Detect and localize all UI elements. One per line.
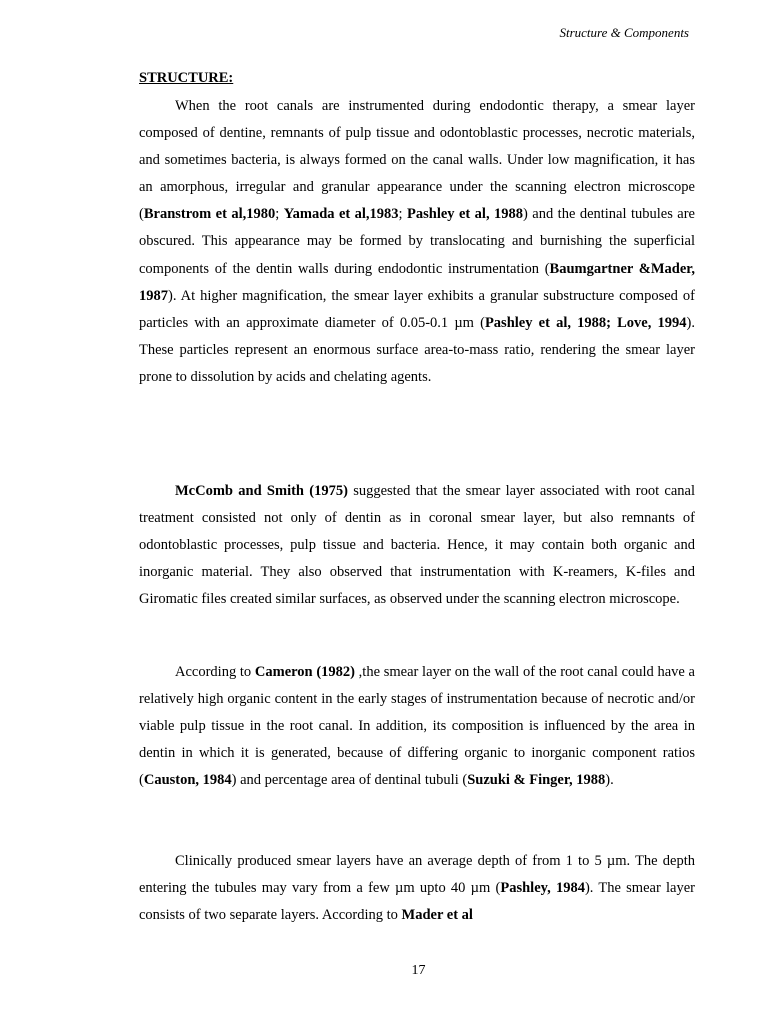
page-number: 17 bbox=[411, 963, 426, 978]
text-run: ). These particles represent an enormous surface area-to-mass ratio, rendering the smear layer prone to dissolution by acids and chelating agents. bbox=[139, 314, 695, 385]
running-header: Structure & Components bbox=[559, 25, 689, 40]
text-run: When the root canals are instrumented during endodontic therapy, a smear layer composed of dentine, remnants of pulp tissue and odontoblastic processes, necrotic materials, and sometimes bacteria, is always formed on the canal walls. Under low magnification, it has an amorphous, irregular and granular appearance under the scanning electron microscope ( bbox=[139, 98, 695, 223]
citation: Branstrom et al,1980 bbox=[143, 206, 276, 223]
citation: Causton, 1984 bbox=[143, 772, 232, 789]
text-run: ; bbox=[275, 206, 284, 223]
citation: Pashley, 1984 bbox=[500, 880, 585, 897]
paragraph-text bbox=[139, 93, 695, 391]
text-run: ) and percentage area of dentinal tubuli ( bbox=[231, 772, 468, 789]
citation: Pashley et al, 1988 bbox=[407, 206, 524, 223]
paragraph-text bbox=[139, 848, 695, 929]
citation: Cameron (1982) bbox=[254, 664, 355, 680]
citation: Suzuki & Finger, 1988 bbox=[467, 772, 606, 789]
text-run: ). bbox=[605, 772, 614, 789]
text-run: ). The smear layer consists of two separate layers. According to bbox=[139, 880, 695, 924]
citation: McComb and Smith (1975) bbox=[175, 483, 348, 499]
paragraph-smear-depth bbox=[139, 848, 695, 929]
citation: Pashley et al, 1988; Love, 1994 bbox=[484, 314, 687, 331]
text-run: ; bbox=[398, 206, 408, 223]
paragraph-mccomb-smith bbox=[139, 478, 695, 613]
citation: Baumgartner &Mader, 1987 bbox=[139, 260, 696, 304]
paragraph-text bbox=[139, 659, 695, 794]
section-heading: STRUCTURE: bbox=[139, 70, 234, 86]
text-run: ,the smear layer on the wall of the root canal could have a relatively high organic content in the early stages of instrumentation because of necrotic and/or viable pulp tissue in the root canal. In addition, its composition is influenced by the area in dentin in which it is generated, because of differing organic to inorganic component ratios ( bbox=[139, 664, 695, 789]
text-run: Clinically produced smear layers have an average depth of from 1 to 5 µm. The depth entering the tubules may vary from a few µm upto 40 µm ( bbox=[139, 853, 695, 897]
text-run: ) and the dentinal tubules are obscured. This appearance may be formed by translocating and burnishing the superficial components of the dentin walls during endodontic instrumentation ( bbox=[139, 206, 695, 277]
paragraph-text bbox=[139, 478, 695, 613]
paragraph-structure bbox=[139, 93, 695, 391]
citation: Yamada et al,1983 bbox=[283, 206, 399, 223]
text-run: ). At higher magnification, the smear layer exhibits a granular substructure composed of particles with an approximate diameter of 0.05-0.1 µm ( bbox=[139, 287, 695, 331]
text-run: suggested that the smear layer associated with root canal treatment consisted not only of dentin as in coronal smear layer, but also remnants of odontoblastic processes, pulp tissue and bacteria. Hence, it may contain both organic and inorganic material. They also observed that instrumentation with K-reamers, K-files and Giromatic files created similar surfaces, as observed under the scanning electron microscope. bbox=[139, 483, 695, 608]
paragraph-cameron bbox=[139, 659, 695, 794]
text-run: According to bbox=[175, 664, 255, 680]
citation: Mader et al bbox=[401, 907, 473, 924]
